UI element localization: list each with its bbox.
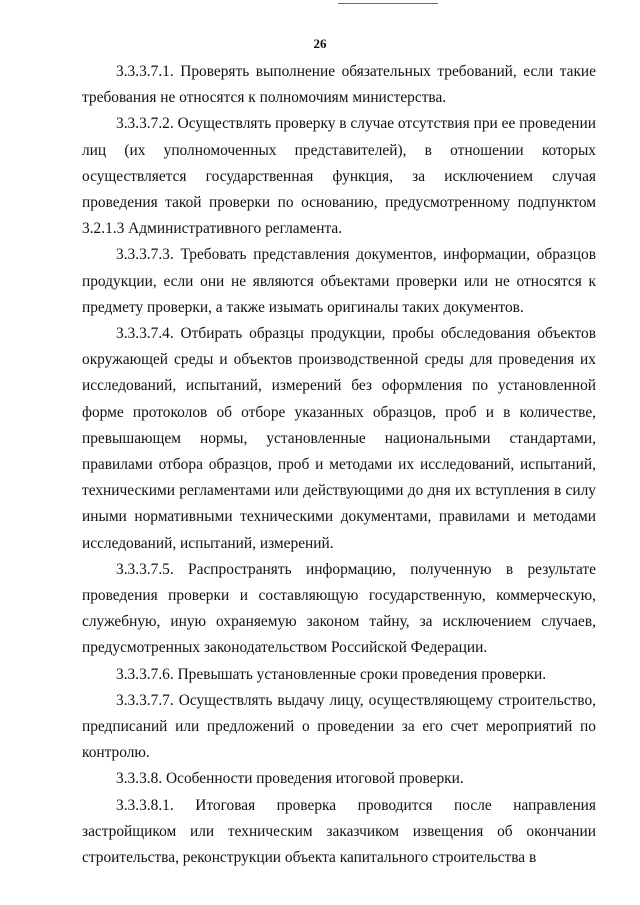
- paragraph-3-3-3-7-5: 3.3.3.7.5. Распространять информацию, полученную в результате проведения проверки и составляющую государственную, коммерческую, служебную, иную охраняемую законом тайну, за исключением случаев, предусмотренных законодательством Российской Федерации.: [82, 560, 596, 657]
- paragraph-3-3-3-7-4: 3.3.3.7.4. Отбирать образцы продукции, пробы обследования объектов окружающей среды и объектов производственной среды для проведения их исследований, испытаний, измерений без оформления по установленной форме протоколов об отборе указанных образцов, проб и в количестве, превышающем нормы, установленные национальными стандартами, правилами отбора образцов, проб и методами их исследований, испытаний, техническими регламентами или действующими до дня их вступления в силу иными нормативными техническими документами, правилами и методами исследований, испытаний, измерений.: [82, 325, 596, 552]
- document-body: [82, 59, 596, 871]
- paragraph-3-3-3-8-1: 3.3.3.8.1. Итоговая проверка проводится после направления застройщиком или техническим заказчиком извещения об окончании строительства, реконструкции объекта капитального строительства в: [82, 796, 596, 867]
- paragraph-3-3-3-7-7: 3.3.3.7.7. Осуществлять выдачу лицу, осуществляющему строительство, предписаний или предложений о проведении за его счет мероприятий по контролю.: [82, 691, 596, 762]
- paragraph-3-3-3-7-2: 3.3.3.7.2. Осуществлять проверку в случае отсутствия при ее проведении лиц (их уполномоченных представителей), в отношении которых осуществляется государственная функция, за исключением случая проведения такой проверки по основанию, предусмотренному подпунктом 3.2.1.3 Административного регламента.: [82, 115, 596, 238]
- paragraph-3-3-3-7-6: 3.3.3.7.6. Превышать установленные сроки проведения проверки.: [116, 665, 547, 683]
- paragraph-3-3-3-7-3: 3.3.3.7.3. Требовать представления документов, информации, образцов продукции, если они не являются объектами проверки или не относятся к предмету проверки, а также изымать оригиналы таких документов.: [82, 246, 596, 316]
- top-rule: [338, 3, 438, 4]
- paragraph-3-3-3-7-1: 3.3.3.7.1. Проверять выполнение обязательных требований, если такие требования не относятся к полномочиям министерства.: [82, 63, 596, 107]
- paragraph-3-3-3-8: 3.3.3.8. Особенности проведения итоговой проверки.: [116, 770, 464, 788]
- page-number: 26: [313, 36, 327, 51]
